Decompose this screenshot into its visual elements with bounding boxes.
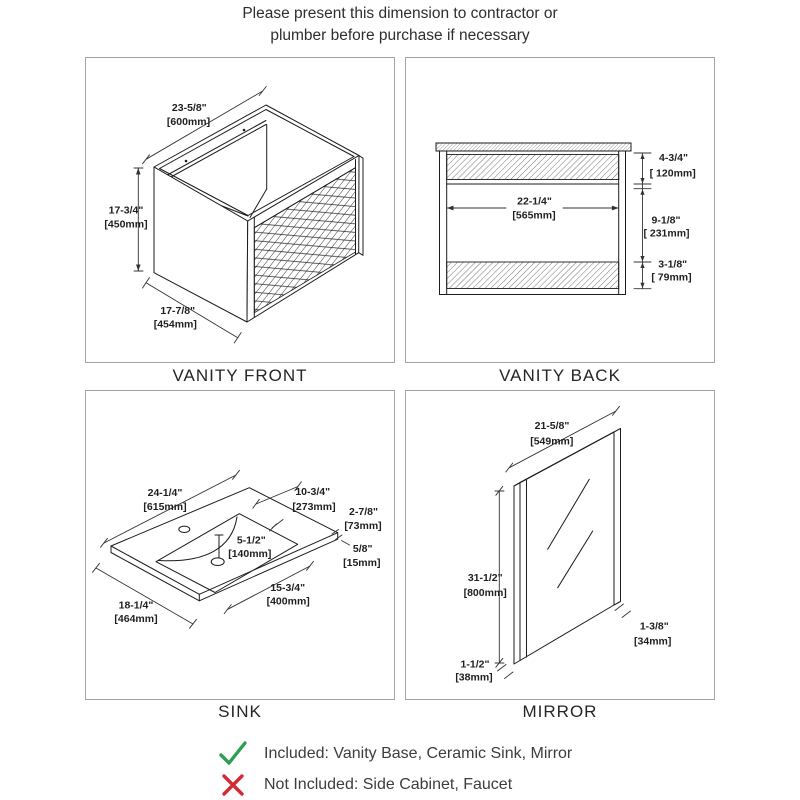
- dim-edge-mm: [73mm]: [344, 520, 382, 532]
- dim-height-in: 17-3/4": [108, 204, 144, 217]
- dim-sink-width-mm: [615mm]: [143, 501, 187, 513]
- dim-depth-in: 17-7/8": [160, 305, 196, 317]
- x-icon: [217, 773, 249, 797]
- dim-basin-width-mm: [273mm]: [292, 501, 336, 513]
- dim-mirror-thickness-in: 1-3/8": [639, 620, 669, 633]
- sink-panel: [85, 390, 395, 700]
- legend: [202, 738, 572, 800]
- dim-top-band-in: 4-3/4": [659, 152, 688, 164]
- dim-basin-depth-mm: [400mm]: [266, 595, 310, 608]
- dim-drain-mm: [140mm]: [228, 548, 272, 560]
- top-cap: [436, 143, 631, 151]
- dim-middle-in: 9-1/8": [651, 214, 681, 227]
- dim-inner-width-mm: [565mm]: [512, 209, 556, 222]
- dim-mirror-width-mm: [549mm]: [530, 435, 574, 448]
- vanity-back-title: VANITY BACK: [499, 366, 621, 385]
- mirror-drawing: [406, 391, 714, 699]
- dim-inner-width-in: 22-1/4": [517, 195, 552, 208]
- dim-height-mm: [450mm]: [104, 218, 148, 231]
- dim-drain-in: 5-1/2": [236, 534, 266, 547]
- dim-depth-mm: [454mm]: [153, 318, 197, 331]
- included-row: [202, 738, 572, 769]
- vanity-front-title: VANITY FRONT: [172, 366, 308, 385]
- header-note: [0, 3, 800, 47]
- dim-sink-width-in: 24-1/4": [147, 487, 183, 499]
- dim-top-band-mm: [ 120mm]: [649, 167, 696, 180]
- mirror-title: MIRROR: [522, 702, 598, 721]
- dim-frame-depth-in: 1-1/2": [460, 658, 490, 671]
- dim-sink-depth-in: 18-1/4": [118, 599, 154, 612]
- mirror-isometric: [514, 429, 621, 665]
- bottom-hatched-band: [447, 262, 619, 289]
- included-label: Included: Vanity Base, Ceramic Sink, Mirror: [264, 744, 573, 762]
- dim-mirror-height-in: 31-1/2": [467, 572, 503, 584]
- not-included-row: [202, 769, 572, 800]
- header-line2: plumber before purchase if necessary: [270, 27, 530, 44]
- dim-width-in: 23-5/8": [171, 102, 207, 114]
- mirror-panel: [405, 390, 715, 700]
- dim-mirror-thickness-mm: [34mm]: [634, 635, 672, 648]
- dim-basin-width-in: 10-3/4": [295, 486, 331, 498]
- mount-hole-dot: [185, 160, 188, 163]
- dim-frame-depth-mm: [38mm]: [455, 671, 493, 684]
- dim-width-mm: [600mm]: [166, 116, 211, 128]
- dim-bottom-band-in: 3-1/8": [658, 258, 688, 271]
- top-hatched-band: [447, 155, 619, 180]
- mount-hole-dot: [243, 129, 246, 132]
- vanity-front-drawing: [86, 58, 394, 362]
- sink-drawing: [86, 391, 394, 699]
- dim-edge-in: 2-7/8": [349, 506, 378, 518]
- dim-basin-depth-in: 15-3/4": [270, 582, 306, 594]
- cabinet-isometric: [154, 105, 363, 322]
- dim-thickness-in: 5/8": [352, 543, 373, 555]
- vanity-front-panel: [85, 57, 395, 363]
- header-line1: Please present this dimension to contractor or: [242, 5, 558, 22]
- dim-sink-depth-mm: [464mm]: [114, 613, 158, 625]
- check-icon: [217, 740, 249, 767]
- dim-middle-mm: [ 231mm]: [643, 227, 690, 240]
- dim-bottom-band-mm: [ 79mm]: [651, 271, 692, 284]
- dim-mirror-width-in: 21-5/8": [534, 420, 570, 432]
- dim-mirror-height-mm: [800mm]: [463, 587, 507, 599]
- vanity-back-drawing: [406, 58, 714, 362]
- vanity-back-panel: [405, 57, 715, 363]
- not-included-label: Not Included: Side Cabinet, Faucet: [264, 775, 513, 793]
- dim-thickness-mm: [15mm]: [343, 557, 381, 569]
- sink-title: SINK: [218, 702, 262, 721]
